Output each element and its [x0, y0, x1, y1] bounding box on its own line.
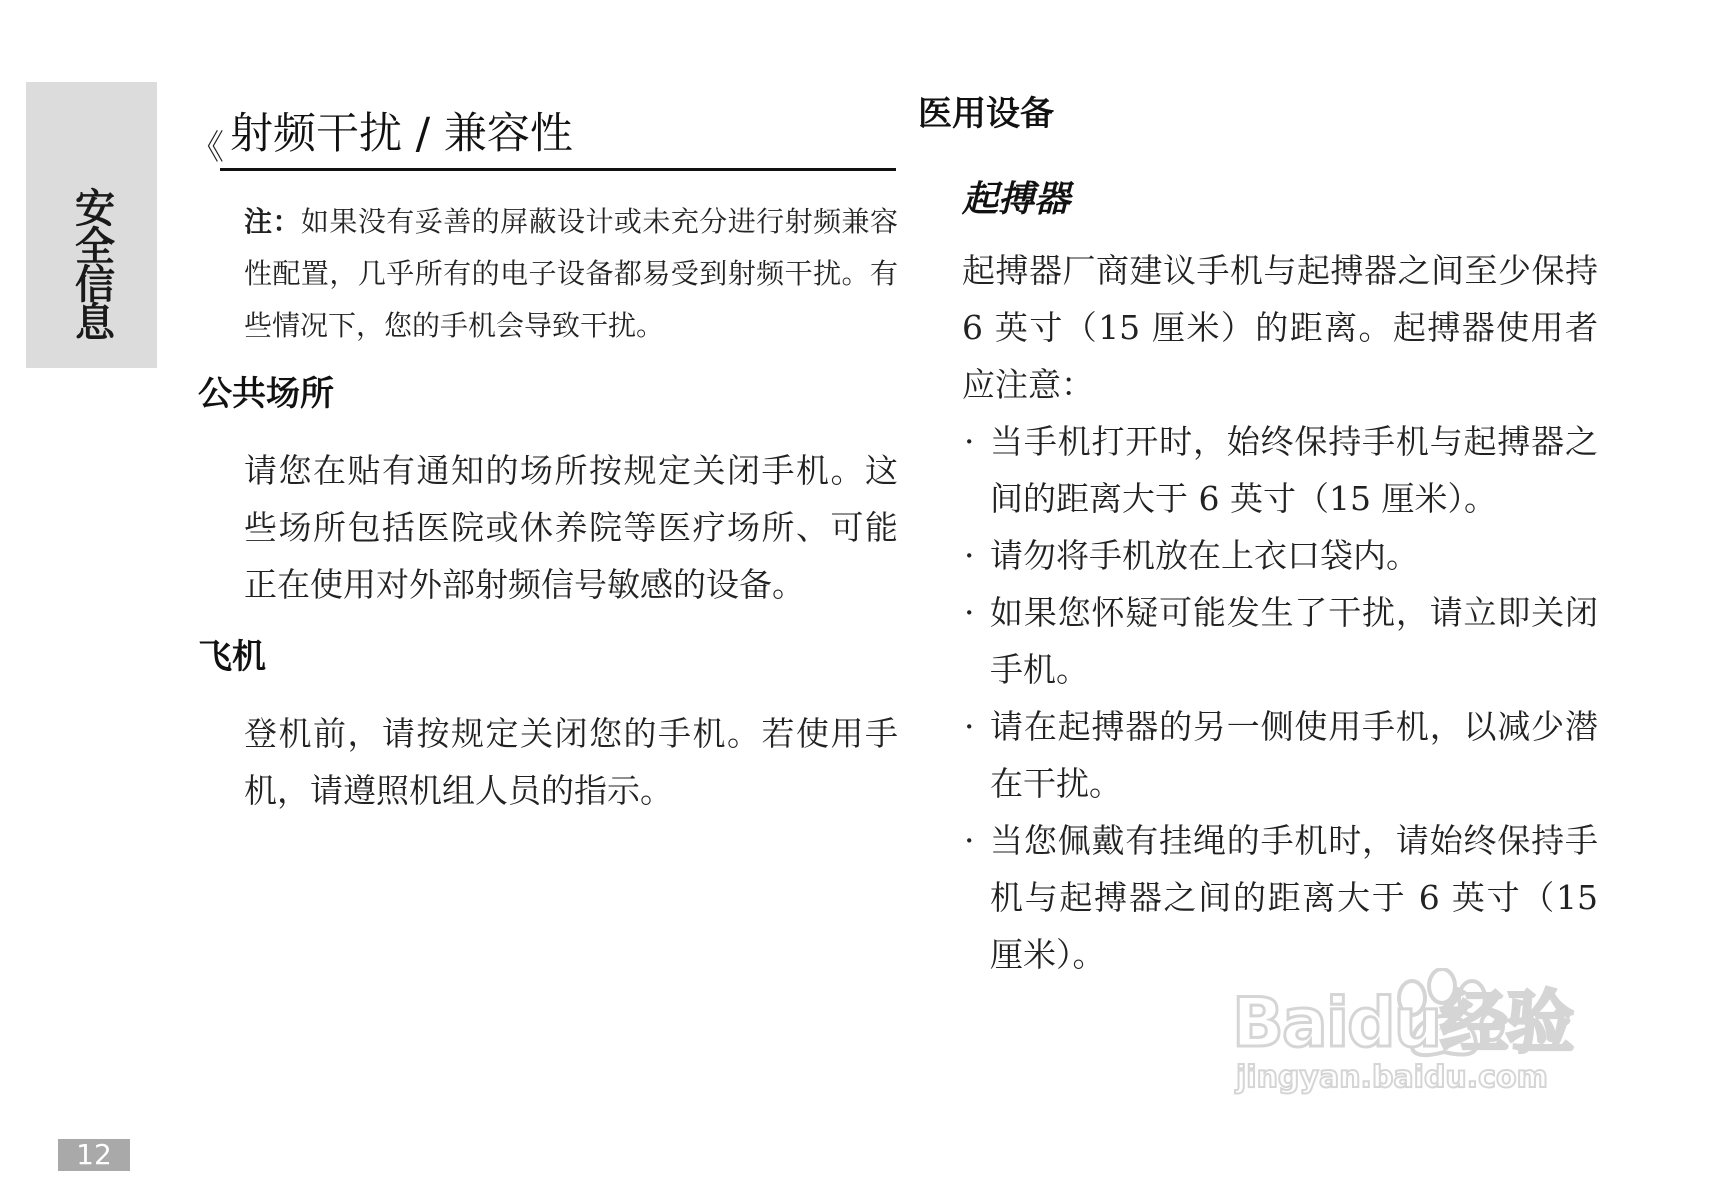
left-column — [198, 196, 898, 819]
note-text: 如果没有妥善的屏蔽设计或未充分进行射频兼容性配置，几乎所有的电子设备都易受到射频干扰。有些情况下，您的手机会导致干扰。 — [244, 205, 898, 342]
bullet-item: · 当您佩戴有挂绳的手机时，请始终保持手机与起搏器之间的距离大于 6 英寸（15 厘米）。 — [962, 812, 1598, 983]
right-column — [918, 92, 1598, 983]
title-rule — [220, 168, 896, 171]
section-title: 射频干扰 / 兼容性 — [230, 109, 573, 159]
pacemaker-bullet-list — [962, 413, 1598, 983]
bullet-item: · 请在起搏器的另一侧使用手机，以减少潜在干扰。 — [962, 698, 1598, 812]
medical-devices-heading: 医用设备 — [918, 94, 1054, 134]
baidu-watermark — [1232, 968, 1632, 1108]
watermark-url: jingyan.baidu.com — [1236, 1060, 1548, 1095]
watermark-brand: Baidu经验 — [1232, 984, 1573, 1063]
note-label: 注： — [244, 205, 301, 238]
bullet-dot: · — [964, 707, 975, 746]
bullet-dot: · — [964, 422, 975, 461]
bullet-dot: · — [964, 593, 975, 632]
page-number: 12 — [58, 1139, 130, 1171]
airplane-text: 登机前，请按规定关闭您的手机。若使用手机，请遵照机组人员的指示。 — [244, 714, 898, 810]
bullet-item: · 如果您怀疑可能发生了干扰，请立即关闭手机。 — [962, 584, 1598, 698]
bullet-dot: · — [964, 536, 975, 575]
bullet-item: · 请勿将手机放在上衣口袋内。 — [962, 527, 1598, 584]
side-tab-label: 安全信息 — [68, 187, 116, 339]
section-header — [190, 106, 896, 172]
side-tab — [26, 82, 157, 368]
bullet-item: · 当手机打开时，始终保持手机与起搏器之间的距离大于 6 英寸（15 厘米）。 — [962, 413, 1598, 527]
public-places-text: 请您在贴有通知的场所按规定关闭手机。这些场所包括医院或休养院等医疗场所、可能正在使用对外部射频信号敏感的设备。 — [244, 451, 898, 604]
pacemaker-intro: 起搏器厂商建议手机与起搏器之间至少保持 6 英寸（15 厘米）的距离。起搏器使用者应注意： — [962, 251, 1598, 404]
pacemaker-subheading: 起搏器 — [962, 179, 1071, 220]
bullet-dot: · — [964, 821, 975, 860]
double-chevron-icon: 《 — [190, 128, 224, 168]
airplane-heading: 飞机 — [198, 637, 266, 677]
note-paragraph — [244, 196, 898, 352]
public-places-heading: 公共场所 — [198, 374, 334, 414]
